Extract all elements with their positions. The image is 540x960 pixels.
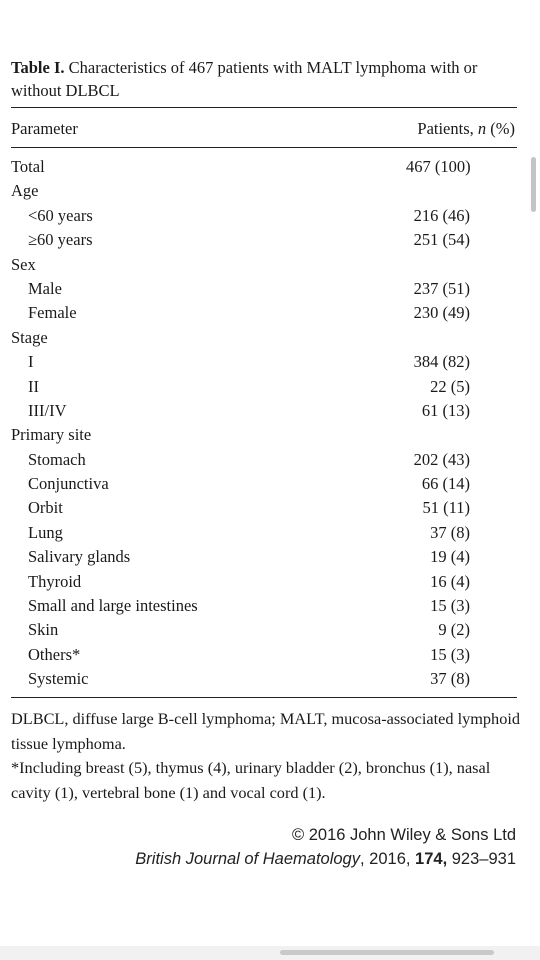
row-parameter: Female (28, 303, 77, 323)
row-value: 19 (4) (430, 547, 470, 567)
table-caption (11, 56, 521, 102)
row-parameter: Orbit (28, 498, 63, 518)
table-row (11, 667, 517, 691)
row-parameter: Male (28, 278, 62, 298)
row-value: 15 (3) (430, 596, 470, 616)
table-caption-label: Table I. (11, 58, 65, 77)
table-bottom-rule (11, 697, 517, 698)
row-parameter: Small and large intestines (28, 596, 198, 616)
row-value: 37 (8) (430, 522, 470, 542)
row-parameter: Systemic (28, 669, 89, 689)
row-parameter: I (28, 352, 34, 372)
horizontal-scrollbar[interactable] (280, 950, 494, 955)
table-row (11, 277, 517, 301)
row-value: 61 (13) (421, 400, 470, 420)
row-parameter: Thyroid (28, 571, 82, 591)
table-row (11, 545, 517, 569)
row-parameter: Total (11, 157, 45, 176)
row-value: 9 (2) (438, 620, 470, 640)
row-value: 202 (43) (413, 449, 470, 469)
row-parameter: Salivary glands (28, 547, 131, 567)
row-value: 66 (14) (421, 474, 470, 494)
table-caption-text: Characteristics of 467 patients with MALT lymphoma with or without DLBCL (11, 58, 478, 100)
row-value: 15 (3) (430, 644, 470, 664)
journal-name: British Journal of Haematology (135, 850, 360, 868)
row-value: 230 (49) (413, 303, 470, 323)
table-row (11, 618, 517, 642)
table-row (11, 326, 517, 350)
row-parameter: Lung (28, 522, 63, 542)
table-row (11, 375, 517, 399)
table-row (11, 423, 517, 447)
header-patients-n: n (477, 119, 487, 138)
table-row (11, 472, 517, 496)
row-parameter: Sex (11, 254, 36, 274)
row-parameter: Primary site (11, 425, 92, 445)
table-header-rule (11, 147, 517, 148)
table-row (11, 179, 517, 203)
footnote-others: *Including breast (5), thymus (4), urinary bladder (2), bronchus (1), nasal cavity (1), vertebral bone (1) and vocal cord (1). (11, 758, 491, 802)
header-patients (417, 117, 515, 141)
table-row (11, 643, 517, 667)
table-row (11, 496, 517, 520)
row-value: 22 (5) (430, 376, 470, 396)
header-patients-prefix: Patients, (417, 119, 474, 138)
header-parameter: Parameter (11, 119, 78, 138)
row-value: 237 (51) (413, 278, 470, 298)
row-value: 251 (54) (413, 230, 470, 250)
table-row (11, 204, 517, 228)
row-parameter: Stage (11, 327, 48, 347)
table-top-rule (11, 107, 517, 108)
copyright-line: © 2016 John Wiley & Sons Ltd (291, 826, 516, 844)
row-value: 216 (46) (413, 205, 470, 225)
row-parameter: II (28, 376, 39, 396)
table-row (11, 301, 517, 325)
table-footnotes (11, 707, 521, 805)
table-row (11, 570, 517, 594)
vertical-scrollbar[interactable] (531, 157, 536, 212)
row-parameter: Others* (28, 644, 81, 664)
journal-pages: 923–931 (447, 850, 516, 868)
table-row (11, 228, 517, 252)
table-row (11, 253, 517, 277)
row-value: 37 (8) (430, 669, 470, 689)
row-parameter: Age (11, 181, 39, 201)
table-row (11, 399, 517, 423)
row-parameter: <60 years (28, 205, 93, 225)
journal-volume: 174, (415, 850, 448, 868)
header-patients-suffix: (%) (490, 119, 515, 138)
table-row (11, 155, 517, 179)
row-parameter: ≥60 years (28, 230, 93, 250)
table-row (11, 521, 517, 545)
row-parameter: Conjunctiva (28, 474, 109, 494)
table-row (11, 350, 517, 374)
journal-year: , 2016, (360, 850, 416, 868)
row-parameter: Stomach (28, 449, 86, 469)
row-parameter: Skin (28, 620, 59, 640)
row-value: 384 (82) (413, 352, 470, 372)
table-row (11, 448, 517, 472)
row-value: 16 (4) (430, 571, 470, 591)
footnote-abbreviations: DLBCL, diffuse large B-cell lymphoma; MALT, mucosa-associated lymphoid tissue lymphoma. (11, 709, 521, 753)
row-value: 467 (100) (406, 157, 471, 176)
table-row (11, 594, 517, 618)
table-body (11, 155, 517, 692)
row-parameter: III/IV (28, 400, 67, 420)
journal-citation (56, 850, 516, 869)
table-header (11, 117, 517, 141)
row-value: 51 (11) (422, 498, 470, 518)
